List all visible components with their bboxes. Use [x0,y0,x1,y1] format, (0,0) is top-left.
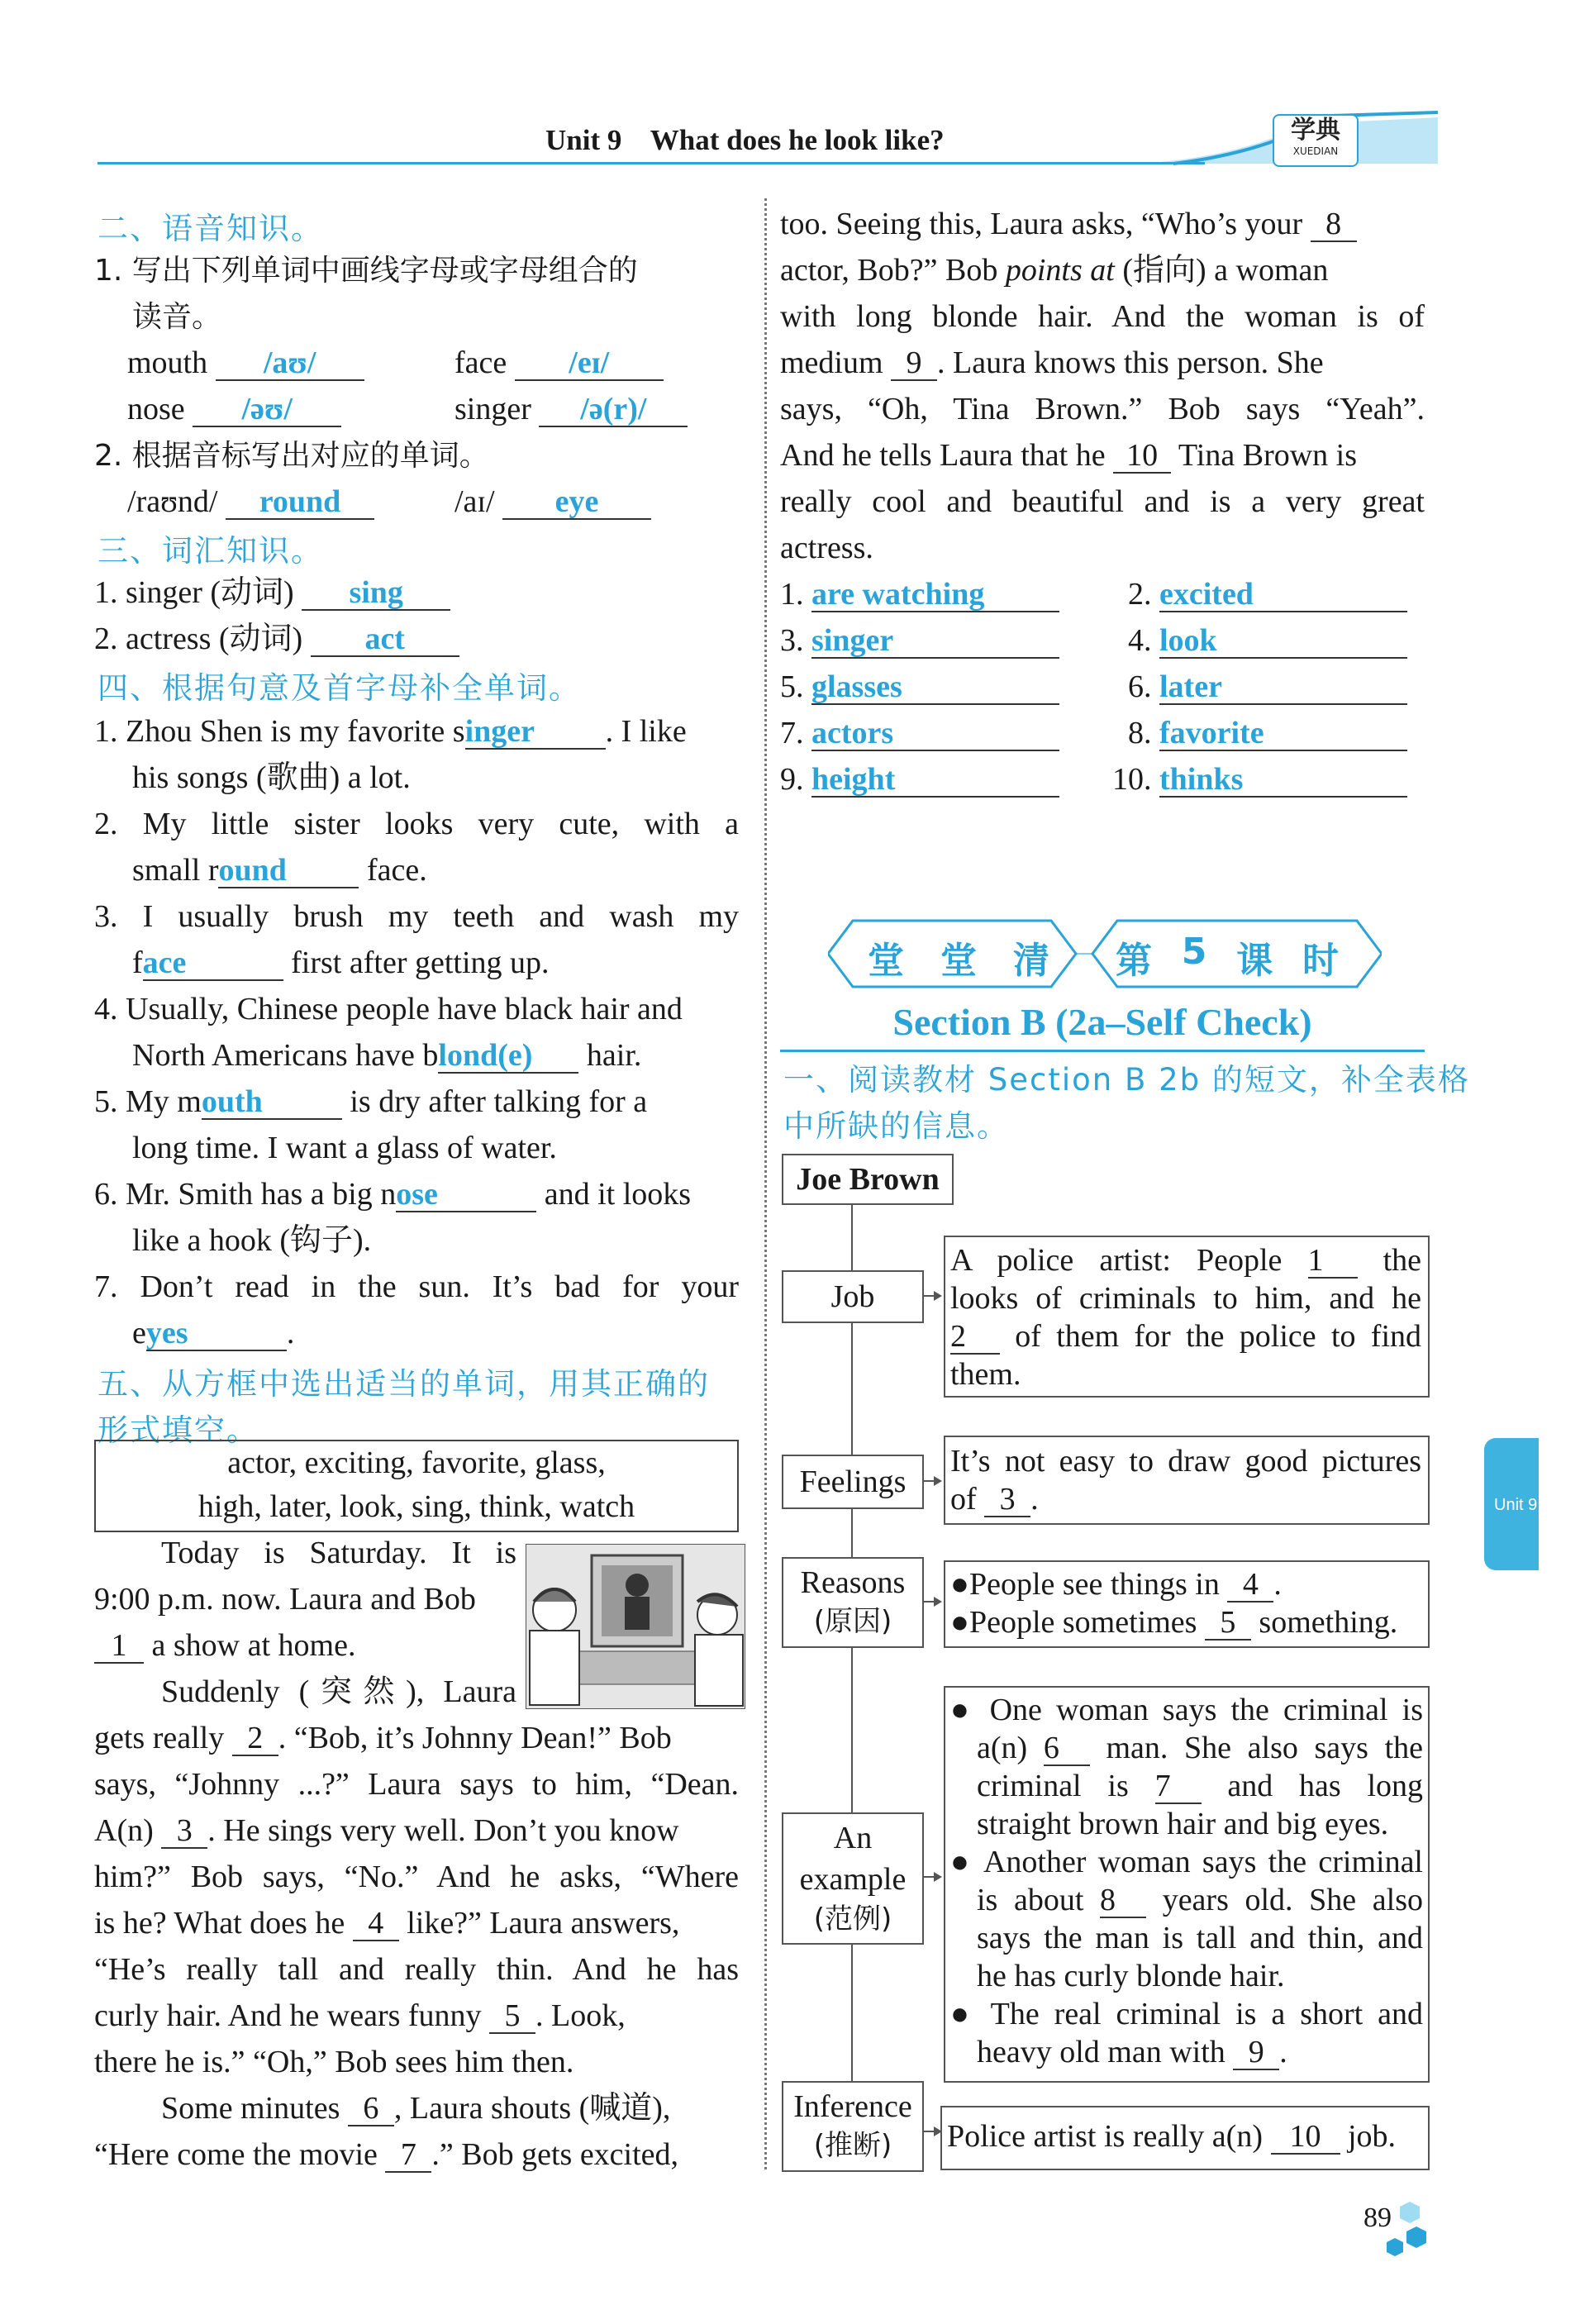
blank-10: 10 [1113,439,1171,474]
logo-en: XUEDIAN [1292,145,1339,157]
hexagon-decoration-icon [1377,2198,1435,2264]
passage-line: actress. [780,531,873,565]
passage-line: says, “Johnny ...?” Laura says to him, “Dean. [94,1767,739,1802]
answer-item: 1. are watching [780,572,1059,617]
fill-item-7-cont: eyes . [132,1316,295,1350]
unit-side-tab [1484,1438,1539,1570]
chart-root-box: Joe Brown [782,1154,954,1205]
passage-line: with long blonde hair. And the woman is of [780,299,1425,334]
task-instruction-cont: 中所缺的信息。 [783,1108,1009,1144]
vocab-item: 2. actress (动词) act [94,617,459,662]
passage-line: says, “Oh, Tina Brown.” Bob says “Yeah”. [780,392,1425,426]
fill-item-7: 7. Don’t read in the sun. It’s bad for your [94,1269,739,1304]
fill-item-1: 1. Zhou Shen is my favorite singer . I like [94,714,687,749]
answer: act [364,621,405,656]
inference-text: Police artist is really a(n) 10 job. [947,2119,1397,2154]
blank-9: 9 [891,346,937,381]
arrow [922,1480,940,1482]
answer-item: 5. glasses [780,664,1059,710]
phonetic-item: /aɪ/ eye [454,479,651,525]
word-box: actor, exciting, favorite, glass, high, later, look, sing, think, watch [94,1440,739,1532]
answer: eye [554,484,599,519]
passage-line: medium 9 . Laura knows this person. She [780,345,1324,380]
passage-line: “He’s really tall and really thin. And he has [94,1952,739,1987]
answer: /əʊ/ [241,392,293,426]
fill-item-3-cont: face first after getting up. [132,945,550,980]
blank-8: 8 [1311,207,1357,242]
passage-line: A(n) 3 . He sings very well. Don’t you know [94,1813,679,1848]
fill-item-3: 3. I usually brush my teeth and wash my [94,899,739,934]
phonetic-item: singer /ə(r)/ [454,387,688,432]
arrow [922,1601,940,1603]
arrow [922,1295,940,1297]
section-heading-word-box: 五、从方框中选出适当的单词，用其正确的 [98,1366,710,1402]
fill-item-5: 5. My mouth is dry after talking for a [94,1084,648,1119]
blank-2: 2 [232,1722,278,1756]
reasons-text: ●People see things in 4 . ●People sometimes 5 something. [950,1567,1398,1640]
blank-3: 3 [161,1814,207,1849]
fill-item-4: 4. Usually, Chinese people have black hair and [94,992,683,1026]
q1-instruction-cont: 读音。 [132,300,222,334]
chart-spine [851,1203,853,2137]
answer: /aʊ/ [263,345,316,380]
blank-4: 4 [353,1907,399,1941]
logo-cn: 学典 [1291,116,1340,145]
job-text: A police artist: People 1 the looks of criminals to him, and he 2 of them for the police to find them. [950,1243,1422,1392]
section-heading-fill-words: 四、根据句意及首字母补全单词。 [98,670,581,706]
banner-right-text: 第 5 课 时 [1116,931,1339,982]
passage-line: curly hair. And he wears funny 5 . Look, [94,1998,626,2033]
banner-left-text: 堂 堂 清 [868,940,1049,982]
phonetic-item: nose /əʊ/ [127,387,341,432]
phonetic-item: /raʊnd/ round [127,479,374,525]
answer-item: 10. thinks [1112,757,1407,802]
tv-watching-illustration [526,1544,745,1709]
logo [1273,114,1359,167]
section-heading-phonetics: 二、语音知识。 [98,211,323,246]
fill-item-4-cont: North Americans have blond(e) hair. [132,1038,642,1073]
blank-6: 6 [348,2092,394,2126]
vocab-item: 1. singer (动词) sing [94,570,450,616]
answer: /eɪ/ [569,345,610,380]
passage-line: there he is.” “Oh,” Bob sees him then. [94,2045,574,2079]
answer-item: 3. singer [780,618,1059,664]
passage-line: 1 a show at home. [94,1623,355,1669]
fill-item-1-cont: his songs (歌曲) a lot. [132,760,411,795]
answer-item: 9. height [780,757,1059,802]
passage-line: Suddenly (突然), Laura [161,1674,516,1709]
fill-item-2-cont: small round face. [132,853,427,888]
phonetic-item: mouth /aʊ/ [127,341,364,386]
passage-line: 9:00 p.m. now. Laura and Bob [94,1582,476,1617]
task-instruction: 一、阅读教材 Section B 2b 的短文，补全表格 [783,1062,1470,1098]
blank-1: 1 [94,1629,144,1664]
label-box-inference: Inference (推断) [782,2081,924,2172]
passage-line: is he? What does he 4 like?” Laura answers, [94,1906,680,1941]
column-divider [764,198,767,2169]
section-rule [780,1050,1425,1052]
label-box-reasons: Reasons (原因) [782,1557,924,1648]
passage-line: too. Seeing this, Laura asks, “Who’s your 8 [780,202,1357,247]
q2-instruction: 2. 根据音标写出对应的单词。 [94,439,489,473]
q1-instruction: 1. 写出下列单词中画线字母或字母组合的 [94,254,638,288]
fill-item-6: 6. Mr. Smith has a big nose and it looks [94,1177,692,1212]
passage-line: him?” Bob says, “No.” And he asks, “Where [94,1860,739,1894]
page-header-title: Unit 9 What does he look like? [545,124,945,156]
answer: /ə(r)/ [580,392,647,426]
example-text: ● One woman says the criminal is a(n) 6 man. She also says the criminal is 7 and has long straight brown hair and big eyes. ● Another woman says the criminal is about 8 years old. She also says the man is tall and thin, and he has curly blonde hair. ● The real criminal is a short and heavy old man with 9 . [950,1693,1424,2069]
passage-line: gets really 2 . “Bob, it’s Johnny Dean!” Bob [94,1721,672,1755]
answer: round [259,484,341,519]
answer-item: 8. favorite [1128,711,1407,756]
label-box-job: Job [782,1270,924,1323]
passage-line: actor, Bob?” Bob points at (指向) a woman [780,253,1329,288]
blank-7: 7 [385,2138,431,2173]
label-box-example: An example (范例) [782,1812,924,1945]
section-title: Section B (2a–Self Check) [892,1001,1312,1043]
section-heading-word-box-cont: 形式填空。 [98,1412,259,1448]
side-tab-label: Unit 9 [1494,1496,1538,1514]
fill-item-6-cont: like a hook (钩子). [132,1223,372,1258]
feelings-text: It’s not easy to draw good pictures of 3 . [950,1444,1421,1517]
section-heading-vocab: 三、词汇知识。 [98,533,323,569]
passage-line: Today is Saturday. It is [161,1536,516,1570]
passage-line: really cool and beautiful and is a very great [780,484,1425,519]
blank-5: 5 [489,1999,535,2034]
label-box-feelings: Feelings [782,1455,924,1509]
arrow [922,2131,940,2132]
answer-item: 2. excited [1128,572,1407,617]
passage-line: And he tells Laura that he 10 Tina Brown is [780,438,1358,473]
answer: sing [349,575,403,610]
passage-line: “Here come the movie 7 .” Bob gets excited, [94,2137,679,2172]
answer-item: 6. later [1128,664,1407,710]
header-rule [98,162,1205,164]
answer-item: 4. look [1128,618,1407,664]
fill-item-5-cont: long time. I want a glass of water. [132,1131,557,1165]
fill-item-2: 2. My little sister looks very cute, with a [94,807,739,841]
page-number: 89 [1363,2203,1392,2233]
arrow [922,1876,940,1878]
phonetic-item: face /eɪ/ [454,341,664,386]
passage-line: Some minutes 6 , Laura shouts (喊道), [161,2091,671,2126]
answer-item: 7. actors [780,711,1059,756]
